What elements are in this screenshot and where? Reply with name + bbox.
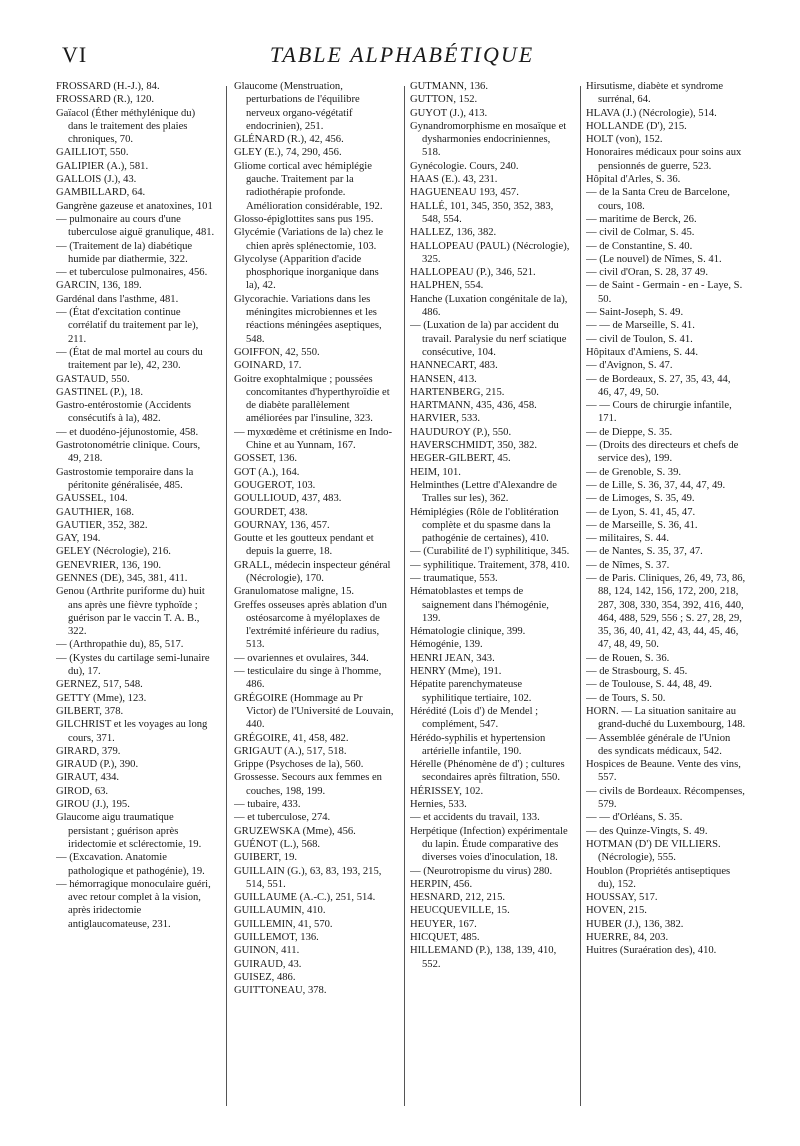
- index-entry: — ovariennes et ovulaires, 344.: [234, 652, 369, 664]
- index-entry: GERNEZ, 517, 548.: [56, 679, 143, 691]
- index-entry: — civil d'Oran, S. 28, 37 49.: [586, 267, 708, 279]
- index-entry: — traumatique, 553.: [410, 572, 498, 584]
- index-entry: GALLOIS (J.), 43.: [56, 174, 137, 186]
- index-entry: Helminthes (Lettre d'Alexandre de Tralles sur les), 362.: [410, 479, 557, 505]
- index-entry: GILBERT, 378.: [56, 705, 124, 717]
- index-entry: — de Strasbourg, S. 45.: [586, 666, 688, 678]
- index-entry: — de Tours, S. 50.: [586, 692, 666, 704]
- index-entry: Genou (Arthrite puriforme du) huit ans après une fièvre typhoïde ; guérison par le vaccin T. A. B., 322.: [56, 586, 205, 638]
- index-entry: HALLOPEAU (PAUL) (Nécrologie), 325.: [410, 240, 570, 265]
- index-entry: GLEY (E.), 74, 290, 456.: [234, 147, 342, 159]
- index-entry: Hépatite parenchymateuse syphilitique tertiaire, 102.: [410, 679, 532, 704]
- index-entry: HERPIN, 456.: [410, 878, 473, 890]
- index-entry: — — d'Orléans, S. 35.: [586, 812, 683, 824]
- index-entry: — civil de Colmar, S. 45.: [586, 227, 695, 239]
- index-entry: Hématologie clinique, 399.: [410, 626, 526, 638]
- index-entry: GUILLAUME (A.-C.), 251, 514.: [234, 892, 376, 904]
- index-entry: HAAS (E.). 43, 231.: [410, 174, 498, 186]
- index-entry: — (Neurotropisme du virus) 280.: [410, 865, 553, 877]
- index-entry: Hérédité (Lois d') de Mendel ; complément, 547.: [410, 705, 539, 731]
- index-entry: GAUTHIER, 168.: [56, 506, 134, 518]
- index-entry: GUIRAUD, 43.: [234, 958, 302, 970]
- index-entry: GUISEZ, 486.: [234, 971, 296, 983]
- index-entry: — et tuberculose pulmonaires, 456.: [56, 267, 208, 279]
- index-entry: — (Excavation. Anatomie pathologique et pathogénie), 19.: [56, 852, 205, 877]
- index-entry: Gliome cortical avec hémiplégie gauche. Traitement par la radiothérapie profonde. Amélioration considérable, 192.: [234, 160, 383, 212]
- index-entry: HOLT (von), 152.: [586, 134, 663, 146]
- index-entry: GUILLEMIN, 41, 570.: [234, 918, 333, 930]
- index-entry: Glycémie (Variations de la) chez le chien après splénectomie, 103.: [234, 227, 384, 252]
- index-entry: Hématoblastes et temps de saignement dans l'hémogénie, 139.: [410, 586, 549, 624]
- index-entry: HAUDUROY (P.), 550.: [410, 426, 512, 438]
- index-entry: GIROU (J.), 195.: [56, 799, 130, 811]
- index-entry: — (Le nouvel) de Nîmes, S. 41.: [586, 253, 722, 265]
- index-entry: Gynécologie. Cours, 240.: [410, 160, 519, 172]
- index-entry: GOURNAY, 136, 457.: [234, 519, 330, 531]
- index-entry: Glosso-épiglottites sans pus 195.: [234, 213, 374, 225]
- index-entry: HEIM, 101.: [410, 466, 461, 478]
- index-column-1: [56, 80, 216, 1110]
- index-entry: HAGUENEAU 193, 457.: [410, 187, 519, 199]
- index-entry: GRALL, médecin inspecteur général (Nécrologie), 170.: [234, 559, 391, 584]
- index-entry: — de Lille, S. 36, 37, 44, 47, 49.: [586, 479, 726, 491]
- index-column-2: [234, 80, 394, 1110]
- index-entry: GOT (A.), 164.: [234, 466, 300, 478]
- index-entry: GOURDET, 438.: [234, 506, 308, 518]
- index-entry: HANSEN, 413.: [410, 373, 477, 385]
- index-entry: Glaucome (Menstruation, perturbations de l'équilibre nerveux organo-végétatif endocrinien), 251.: [234, 81, 360, 132]
- index-entry: Gastrotonométrie clinique. Cours, 49, 218.: [56, 440, 201, 465]
- index-entry: GIRAUT, 434.: [56, 772, 120, 784]
- index-entry: Hérédo-syphilis et hypertension artérielle infantile, 190.: [410, 732, 546, 757]
- index-entry: HARTMANN, 435, 436, 458.: [410, 400, 537, 412]
- index-entry: Gynandromorphisme en mosaïque et dysharmonies endocriniennes, 518.: [410, 120, 567, 159]
- index-entry: HENRI JEAN, 343.: [410, 652, 495, 664]
- index-entry: HALPHEN, 554.: [410, 280, 484, 292]
- index-entry: GRÉGOIRE, 41, 458, 482.: [234, 732, 349, 744]
- index-entry: Houblon (Propriétés antiseptiques du), 152.: [586, 865, 731, 890]
- index-entry: — — de Marseille, S. 41.: [586, 320, 695, 332]
- index-entry: HALLEZ, 136, 382.: [410, 227, 497, 239]
- index-entry: HOVEN, 215.: [586, 905, 647, 917]
- index-entry: — (État de mal mortel au cours du traitement par le), 42, 230.: [56, 346, 203, 372]
- index-entry: GENNES (DE), 345, 381, 411.: [56, 572, 188, 584]
- index-entry: — de Dieppe, S. 35.: [586, 426, 673, 438]
- index-entry: — militaires, S. 44.: [586, 533, 669, 545]
- index-entry: HALLOPEAU (P.), 346, 521.: [410, 267, 536, 279]
- index-entry: Grossesse. Secours aux femmes en couches, 198, 199.: [234, 772, 382, 797]
- index-entry: — (Luxation de la) par accident du travail. Paralysie du nerf sciatique consécutive, 104.: [410, 320, 567, 358]
- index-entry: — de Rouen, S. 36.: [586, 652, 670, 664]
- index-entry: HARTENBERG, 215.: [410, 386, 505, 398]
- index-entry: — myxœdème et crétinisme en Indo-Chine et au Yunnam, 167.: [234, 426, 392, 452]
- index-entry: Gastro-entérostomie (Accidents consécutifs à la), 482.: [56, 400, 192, 425]
- index-entry: — et duodéno-jéjunostomie, 458.: [56, 426, 199, 438]
- index-column-4: [586, 80, 746, 1110]
- index-entry: GOUGEROT, 103.: [234, 479, 316, 491]
- index-entry: GAUTIER, 352, 382.: [56, 519, 148, 531]
- index-entry: GOSSET, 136.: [234, 453, 298, 465]
- index-entry: HAVERSCHMIDT, 350, 382.: [410, 440, 538, 452]
- index-entry: HALLÉ, 101, 345, 350, 352, 383, 548, 554.: [410, 200, 554, 225]
- index-entry: HORN. — La situation sanitaire au grand-duché du Luxembourg, 148.: [586, 705, 746, 731]
- index-entry: GOINARD, 17.: [234, 360, 302, 372]
- index-entry: Hémogénie, 139.: [410, 639, 483, 651]
- index-entry: Gaïacol (Éther méthylénique du) dans le traitement des plaies chroniques, 70.: [56, 107, 196, 146]
- index-entry: GAMBILLARD, 64.: [56, 187, 146, 199]
- index-columns: [56, 80, 756, 1110]
- index-entry: — de Nantes, S. 35, 37, 47.: [586, 546, 703, 558]
- index-entry: GAILLIOT, 550.: [56, 147, 129, 159]
- index-entry: Hérelle (Phénomène de d') ; cultures secondaires après filtration, 550.: [410, 759, 565, 784]
- index-entry: — tubaire, 433.: [234, 799, 301, 811]
- index-entry: GUTMANN, 136.: [410, 81, 488, 92]
- index-entry: GIROD, 63.: [56, 785, 109, 797]
- index-entry: GUIBERT, 19.: [234, 852, 298, 864]
- index-entry: — hémorragique monoculaire guéri, avec retour complet à la vision, après iridectomie antiglaucomateuse, 231.: [56, 878, 211, 930]
- index-entry: — de Bordeaux, S. 27, 35, 43, 44, 46, 47, 49, 50.: [586, 373, 731, 398]
- index-entry: GUILLEMOT, 136.: [234, 932, 319, 943]
- index-entry: HOTMAN (D') DE VILLIERS. (Nécrologie), 555.: [586, 838, 721, 864]
- index-entry: GIRAUD (P.), 390.: [56, 759, 139, 771]
- index-entry: — de Lyon, S. 41, 45, 47.: [586, 506, 696, 518]
- index-entry: — civil de Toulon, S. 41.: [586, 333, 693, 345]
- index-entry: HARVIER, 533.: [410, 413, 481, 425]
- index-entry: Honoraires médicaux pour soins aux pensionnés de guerre, 523.: [586, 147, 742, 172]
- index-entry: Hôpitaux d'Amiens, S. 44.: [586, 346, 698, 358]
- index-entry: Granulomatose maligne, 15.: [234, 586, 355, 598]
- index-entry: GUILLAIN (G.), 63, 83, 193, 215, 514, 551.: [234, 865, 382, 890]
- index-entry: — Assemblée générale de l'Union des syndicats médicaux, 542.: [586, 732, 731, 757]
- index-entry: — Saint-Joseph, S. 49.: [586, 307, 684, 319]
- index-entry: HENRY (Mme), 191.: [410, 666, 502, 678]
- index-entry: GRIGAUT (A.), 517, 518.: [234, 745, 347, 757]
- index-entry: GUITTONEAU, 378.: [234, 985, 327, 997]
- index-column-3: [410, 80, 570, 1110]
- index-entry: — pulmonaire au cours d'une tuberculose aiguë granulique, 481.: [56, 213, 215, 239]
- index-entry: HANNECART, 483.: [410, 360, 498, 372]
- index-entry: GASTAUD, 550.: [56, 373, 130, 385]
- index-entry: — testiculaire du singe à l'homme, 486.: [234, 666, 382, 691]
- index-entry: Gangrène gazeuse et anatoxines, 101: [56, 200, 213, 212]
- index-entry: — d'Avignon, S. 47.: [586, 360, 673, 372]
- index-entry: Gardénal dans l'asthme, 481.: [56, 293, 179, 305]
- index-entry: HOUSSAY, 517.: [586, 892, 658, 904]
- index-entry: — (Curabilité de l') syphilitique, 345.: [410, 546, 570, 558]
- index-entry: — (État d'excitation continue corrélatif du traitement par le), 211.: [56, 307, 199, 345]
- index-entry: — de Limoges, S. 35, 49.: [586, 493, 695, 505]
- index-entry: HLAVA (J.) (Nécrologie), 514.: [586, 107, 717, 119]
- index-entry: Huitres (Suraération des), 410.: [586, 945, 717, 957]
- index-entry: — de Saint - Germain - en - Laye, S. 50.: [586, 280, 743, 305]
- index-entry: HUBER (J.), 136, 382.: [586, 918, 684, 930]
- index-entry: HILLEMAND (P.), 138, 139, 410, 552.: [410, 945, 557, 970]
- index-entry: Glycorachie. Variations dans les méningites microbiennes et les réactions méningées aseptiques, 548.: [234, 293, 382, 345]
- index-entry: — et tuberculose, 274.: [234, 812, 331, 824]
- index-entry: Goutte et les goutteux pendant et depuis la guerre, 18.: [234, 533, 374, 558]
- index-entry: GUILLAUMIN, 410.: [234, 905, 326, 917]
- index-entry: GRUZEWSKA (Mme), 456.: [234, 825, 356, 837]
- index-entry: Gastrostomie temporaire dans la péritonite généralisée, 485.: [56, 466, 194, 491]
- index-entry: — maritime de Berck, 26.: [586, 213, 697, 225]
- index-entry: Glycolyse (Apparition d'acide phosphorique inorganique dans la), 42.: [234, 253, 379, 292]
- index-entry: — (Traitement de la) diabétique humide par diathermie, 322.: [56, 240, 193, 265]
- index-entry: HICQUET, 485.: [410, 932, 480, 943]
- index-entry: — (Droits des directeurs et chefs de service des), 199.: [586, 440, 739, 465]
- index-entry: HEGER-GILBERT, 45.: [410, 453, 511, 465]
- index-entry: Greffes osseuses après ablation d'un ostéosarcome à myéloplaxes de l'extrémité inférieure du radius, 513.: [234, 599, 387, 651]
- index-entry: — de Toulouse, S. 44, 48, 49.: [586, 679, 712, 691]
- index-entry: Hôpital d'Arles, S. 36.: [586, 174, 681, 186]
- index-entry: HÉRISSEY, 102.: [410, 785, 484, 797]
- page-header: [62, 42, 742, 74]
- index-entry: — de Nîmes, S. 37.: [586, 559, 670, 571]
- index-entry: HESNARD, 212, 215.: [410, 892, 506, 904]
- index-entry: Grippe (Psychoses de la), 560.: [234, 759, 364, 771]
- index-entry: GENEVRIER, 136, 190.: [56, 559, 162, 571]
- index-entry: — — Cours de chirurgie infantile, 171.: [586, 400, 732, 425]
- index-entry: GUYOT (J.), 413.: [410, 107, 488, 119]
- index-entry: GOIFFON, 42, 550.: [234, 346, 320, 358]
- index-entry: FROSSARD (R.), 120.: [56, 94, 155, 106]
- index-entry: GOULLIOUD, 437, 483.: [234, 493, 342, 505]
- index-entry: — des Quinze-Vingts, S. 49.: [586, 825, 708, 837]
- index-entry: Herpétique (Infection) expérimentale du lapin. Étude comparative des diverses voies d'inoculation, 18.: [410, 825, 568, 864]
- index-entry: HEUYER, 167.: [410, 918, 477, 930]
- index-entry: Hanche (Luxation congénitale de la), 486.: [410, 293, 568, 319]
- index-entry: HEUCQUEVILLE, 15.: [410, 905, 510, 917]
- index-entry: Hémiplégies (Rôle de l'oblitération complète et du spasme dans la pathogénie de certaines), 410.: [410, 506, 559, 545]
- index-entry: — de Marseille, S. 36, 41.: [586, 519, 698, 531]
- index-entry: Goitre exophtalmique ; poussées concomitantes d'hyperthyroïdie et de diabète parallèlement améliorées par l'insuline, 323.: [234, 373, 390, 425]
- index-entry: — (Arthropathie du), 85, 517.: [56, 639, 184, 651]
- index-entry: GUTTON, 152.: [410, 94, 478, 106]
- index-entry: — de Grenoble, S. 39.: [586, 466, 682, 478]
- index-entry: GASTINEL (P.), 18.: [56, 386, 143, 398]
- index-entry: — de Paris. Cliniques, 26, 49, 73, 86, 88, 124, 142, 156, 172, 200, 218, 287, 308, 330, 354, 392, 416, 440, 464, 488, 529, 556 ; S. 27, 28, 29, 35, 36, 40, 41, 42, 43, 44, 45, 46, 47, 48, 49, 50.: [586, 572, 746, 651]
- index-entry: GALIPIER (A.), 581.: [56, 160, 149, 172]
- index-entry: — syphilitique. Traitement, 378, 410.: [410, 559, 570, 571]
- index-entry: GLÉNARD (R.), 42, 456.: [234, 134, 344, 146]
- index-entry: GAUSSEL, 104.: [56, 493, 128, 505]
- index-entry: HOLLANDE (D'), 215.: [586, 120, 687, 132]
- index-entry: Hernies, 533.: [410, 799, 467, 811]
- index-entry: GRÉGOIRE (Hommage au Pr Victor) de l'Université de Louvain, 440.: [234, 692, 394, 731]
- index-entry: — de Constantine, S. 40.: [586, 240, 693, 252]
- index-entry: — (Kystes du cartilage semi-lunaire du), 17.: [56, 652, 210, 678]
- index-entry: Hirsutisme, diabète et syndrome surrénal, 64.: [586, 81, 724, 106]
- index-entry: FROSSARD (H.-J.), 84.: [56, 81, 160, 92]
- index-entry: Glaucome aigu traumatique persistant ; guérison après iridectomie et sclérectomie, 19.: [56, 812, 202, 850]
- index-entry: — de la Santa Creu de Barcelone, cours, 108.: [586, 187, 730, 212]
- index-entry: — civils de Bordeaux. Récompenses, 579.: [586, 785, 745, 811]
- index-entry: GELEY (Nécrologie), 216.: [56, 546, 171, 558]
- index-entry: — et accidents du travail, 133.: [410, 812, 540, 824]
- index-entry: GAY, 194.: [56, 533, 101, 545]
- index-entry: GILCHRIST et les voyages au long cours, 371.: [56, 719, 208, 744]
- index-entry: GUÉNOT (L.), 568.: [234, 838, 321, 850]
- page-title: TABLE ALPHABÉTIQUE: [269, 42, 535, 67]
- index-entry: HUERRE, 84, 203.: [586, 932, 669, 943]
- index-entry: GIRARD, 379.: [56, 745, 121, 757]
- index-entry: GETTY (Mme), 123.: [56, 692, 147, 704]
- index-entry: GARCIN, 136, 189.: [56, 280, 142, 292]
- index-entry: GUINON, 411.: [234, 945, 300, 957]
- index-entry: Hospices de Beaune. Vente des vins, 557.: [586, 759, 741, 784]
- page-number: VI: [62, 42, 88, 67]
